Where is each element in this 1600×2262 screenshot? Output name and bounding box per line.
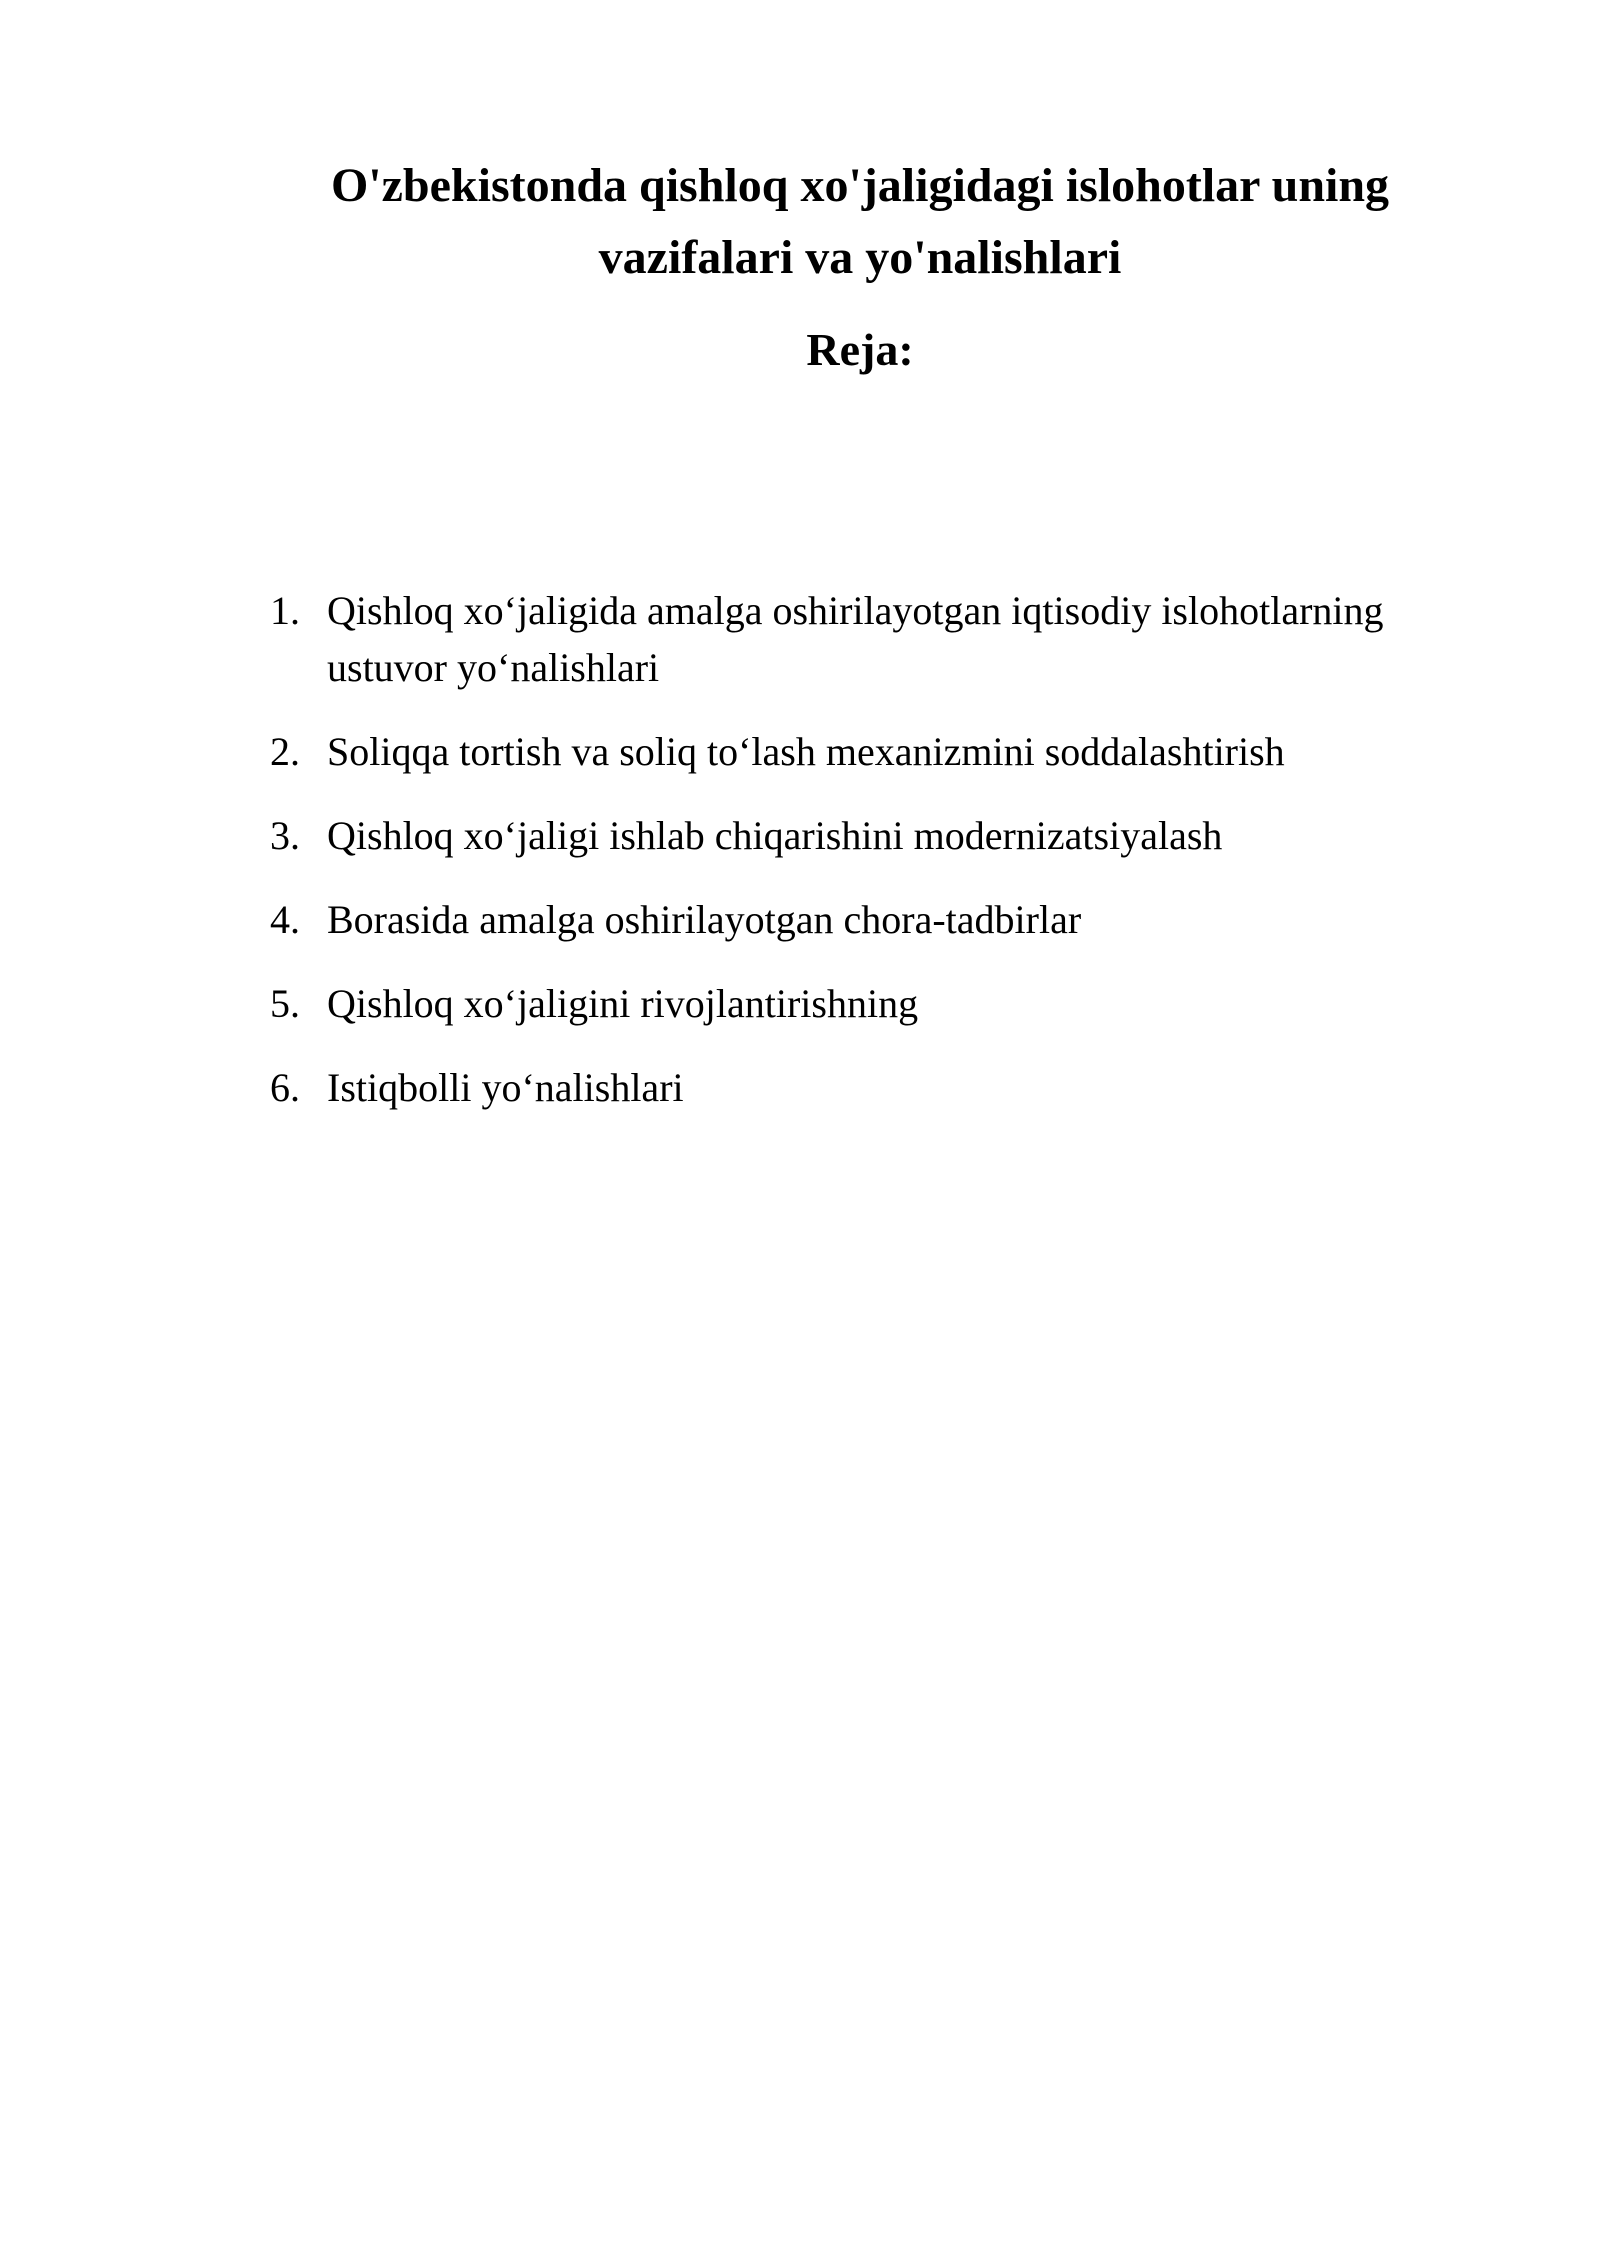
plan-item [270,582,1490,696]
plan-item-text: Qishloq xo‘jaligini rivojlantirishning [327,981,919,1026]
plan-item-text: Qishloq xo‘jaligida amalga oshirilayotgan iqtisodiy islohotlarning ustuvor yo‘nalishlari [327,588,1384,690]
title-line-1: O'zbekistonda qishloq xo'jaligidagi islohotlar uning [330,159,1390,212]
plan-item-number: 2. [270,729,300,774]
plan-item-text: Istiqbolli yo‘nalishlari [327,1065,684,1110]
plan-item-number: 3. [270,813,300,858]
plan-heading: Reja: [806,324,914,375]
plan-item [270,1059,1490,1116]
plan-item-text: Soliqqa tortish va soliq to‘lash mexanizmini soddalashtirish [327,729,1285,774]
plan-list [270,582,1490,1143]
document-title [200,150,1520,294]
plan-item-text: Qishloq xo‘jaligi ishlab chiqarishini modernizatsiyalash [327,813,1223,858]
plan-item-number: 5. [270,981,300,1026]
plan-item [270,723,1490,780]
title-line-2: vazifalari va yo'nalishlari [598,231,1122,284]
plan-item-text: Borasida amalga oshirilayotgan chora-tadbirlar [327,897,1082,942]
plan-item [270,807,1490,864]
plan-item-number: 6. [270,1065,300,1110]
plan-item [270,891,1490,948]
plan-item-number: 4. [270,897,300,942]
plan-item [270,975,1490,1032]
plan-item-number: 1. [270,588,300,633]
